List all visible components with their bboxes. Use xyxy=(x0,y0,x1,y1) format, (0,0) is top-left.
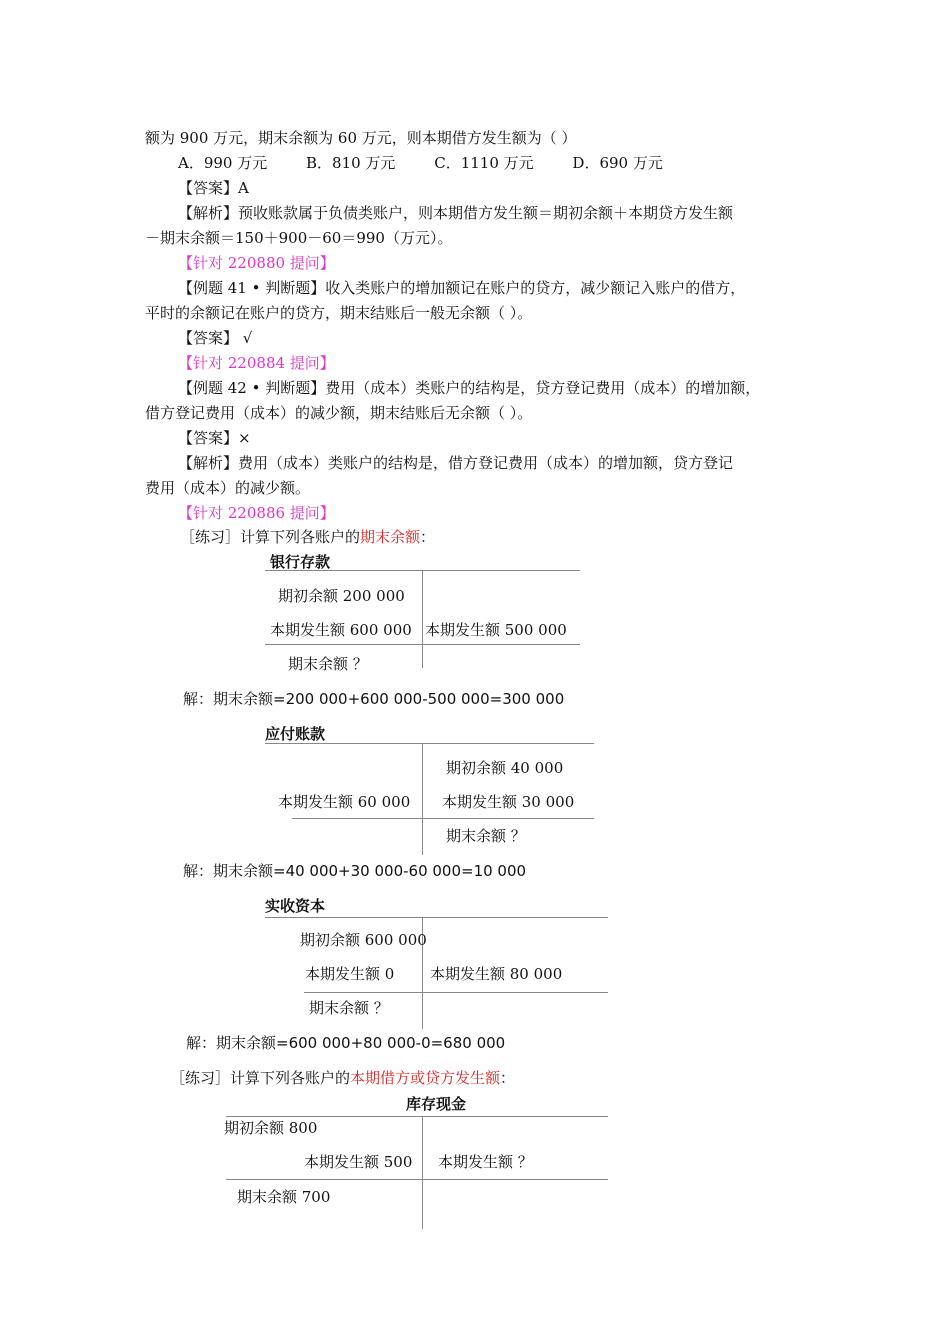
q40-answer: 【答案】A xyxy=(178,179,249,197)
left-entry: 本期发生额 600 000 xyxy=(270,621,412,639)
q40-stem: 额为 900 万元，期末余额为 60 万元，则本期借方发生额为（ ） xyxy=(145,129,577,147)
solution-paid-in-capital: 解：期末余额=600 000+80 000-0=680 000 xyxy=(186,1034,506,1052)
q41-ask-link[interactable]: 【针对 220884 提问】 xyxy=(178,354,335,372)
right-entry: 本期发生额 80 000 xyxy=(430,965,563,983)
left-entry: 期初余额 800 xyxy=(224,1119,318,1137)
left-entry: 本期发生额 60 000 xyxy=(278,793,411,811)
option-b: B．810 万元 xyxy=(306,154,396,172)
q40-ask-link[interactable]: 【针对 220880 提问】 xyxy=(178,254,335,272)
t-account-top-line xyxy=(265,743,594,744)
left-entry: 期末余额 ？ xyxy=(309,999,389,1017)
solution-bank-deposit: 解：期末余额=200 000+600 000-500 000=300 000 xyxy=(183,690,565,708)
q41-answer: 【答案】 √ xyxy=(178,329,253,347)
solution-accounts-payable: 解：期末余额=40 000+30 000-60 000=10 000 xyxy=(183,862,527,880)
exercise1-suffix: ： xyxy=(420,528,436,546)
exercise2-prefix: ［练习］计算下列各账户的 xyxy=(170,1069,351,1087)
t-account-bottom-line xyxy=(226,1179,608,1180)
right-entry: 期初余额 40 000 xyxy=(446,759,564,777)
account-title-paid-in-capital: 实收资本 xyxy=(265,897,326,915)
left-entry: 期初余额 200 000 xyxy=(278,587,405,605)
t-account-bottom-line xyxy=(292,818,594,819)
left-entry: 期末余额 700 xyxy=(237,1188,331,1206)
right-entry: 本期发生额 ？ xyxy=(438,1153,533,1171)
t-account-bottom-line xyxy=(304,992,608,993)
q40-analysis-line1: 【解析】预收账款属于负债类账户，则本期借方发生额＝期初余额＋本期贷方发生额 xyxy=(178,204,734,222)
option-d: D．690 万元 xyxy=(572,154,663,172)
option-c: C．1110 万元 xyxy=(434,154,534,172)
t-account-divider xyxy=(422,570,423,668)
t-account-bottom-line xyxy=(265,644,580,645)
q42-ask-link[interactable]: 【针对 220886 提问】 xyxy=(178,504,335,522)
exercise2-highlight: 本期借方或贷方发生额 xyxy=(350,1069,501,1087)
exercise1-heading xyxy=(180,527,435,547)
q41-line1: 【例题 41 • 判断题】收入类账户的增加额记在账户的贷方，减少额记入账户的借方， xyxy=(178,279,746,297)
left-entry: 期末余额 ？ xyxy=(288,655,368,673)
exercise1-prefix: ［练习］计算下列各账户的 xyxy=(180,528,361,546)
left-entry: 本期发生额 0 xyxy=(305,965,395,983)
exercise1-highlight: 期末余额 xyxy=(360,528,421,546)
q40-analysis-line2: －期末余额＝150＋900－60＝990（万元）。 xyxy=(145,229,453,247)
account-title-bank-deposit: 银行存款 xyxy=(270,553,331,571)
q42-line1: 【例题 42 • 判断题】费用（成本）类账户的结构是，贷方登记费用（成本）的增加额， xyxy=(178,379,761,397)
q42-answer: 【答案】× xyxy=(178,429,251,447)
left-entry: 期初余额 600 000 xyxy=(300,931,427,949)
q40-options xyxy=(178,153,697,173)
q42-analysis-line1: 【解析】费用（成本）类账户的结构是，借方登记费用（成本）的增加额，贷方登记 xyxy=(178,454,734,472)
left-entry: 本期发生额 500 xyxy=(304,1153,413,1171)
t-account-top-line xyxy=(226,1116,608,1117)
account-title-cash-on-hand: 库存现金 xyxy=(406,1095,467,1113)
t-account-divider xyxy=(422,1116,423,1229)
t-account-divider xyxy=(422,743,423,855)
q42-line2: 借方登记费用（成本）的减少额，期末结账后无余额（ ）。 xyxy=(145,404,533,422)
right-entry: 本期发生额 30 000 xyxy=(442,793,575,811)
t-account-top-line xyxy=(265,917,608,918)
right-entry: 本期发生额 500 000 xyxy=(425,621,567,639)
exercise2-heading xyxy=(170,1068,515,1088)
option-a: A．990 万元 xyxy=(178,154,268,172)
right-entry: 期末余额 ？ xyxy=(446,827,526,845)
account-title-accounts-payable: 应付账款 xyxy=(265,725,326,743)
q41-line2: 平时的余额记在账户的贷方，期末结账后一般无余额（ ）。 xyxy=(145,304,533,322)
q42-analysis-line2: 费用（成本）的减少额。 xyxy=(145,479,311,497)
exercise2-suffix: ： xyxy=(500,1069,516,1087)
